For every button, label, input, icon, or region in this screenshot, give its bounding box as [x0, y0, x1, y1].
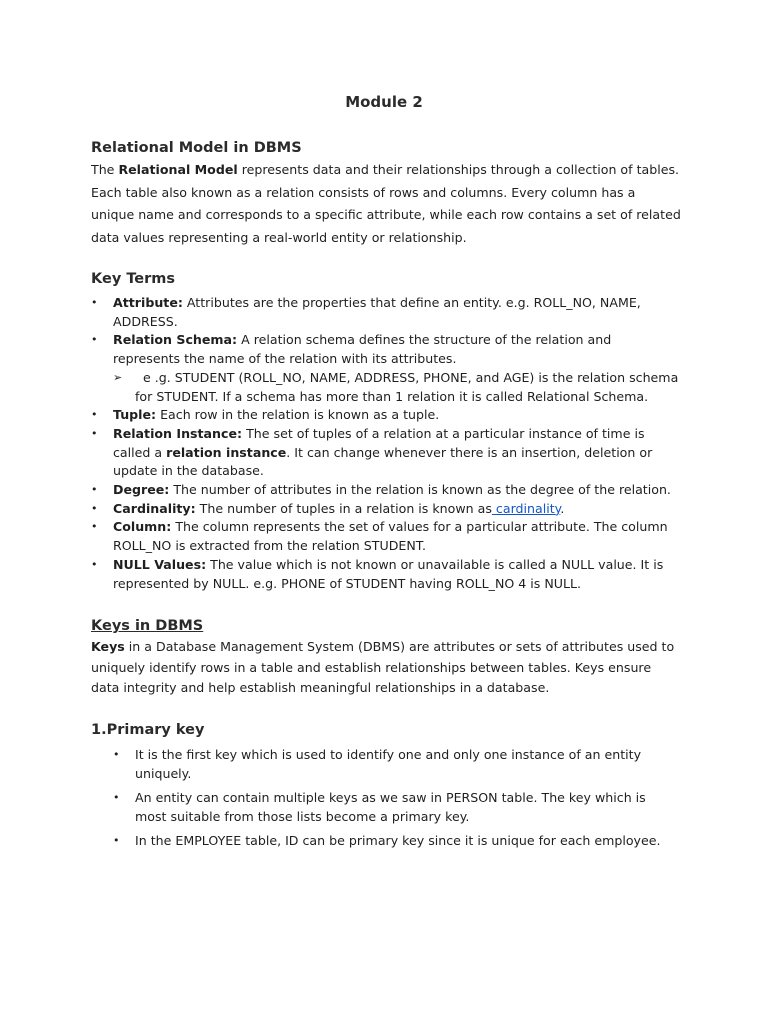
list-item	[91, 425, 681, 481]
bullet-icon: •	[91, 483, 98, 497]
term-description: The number of tuples in a relation is known as	[195, 500, 492, 516]
schema-example-text: e .g. STUDENT (ROLL_NO, NAME, ADDRESS, PHONE, and AGE) is the relation schema for STUDENT. If a schema has more than 1 relation it is called Relational Schema.	[135, 369, 683, 404]
term-label: Attribute:	[113, 295, 183, 310]
primary-key-heading: 1.Primary key	[91, 721, 205, 738]
primary-key-list	[91, 745, 681, 850]
list-item	[113, 745, 681, 783]
keys-intro-text: in a Database Management System (DBMS) are attributes or sets of attributes used to uniquely identify rows in a table and establish relationships between tables. Keys ensure data integrity and help establish meaningful relationships in a database.	[91, 639, 675, 696]
bullet-icon: •	[113, 790, 120, 804]
term-label: Relation Schema:	[113, 332, 238, 348]
term-description: The set of tuples of a relation at a particular instance of time is called a	[113, 425, 645, 460]
list-item	[91, 331, 681, 406]
term-inline-bold: relation instance	[166, 444, 287, 460]
term-description: A relation schema defines the structure of the relation and represents the name of the relation with its attributes.	[113, 332, 612, 367]
arrow-bullet-icon: ➢	[113, 370, 123, 384]
keys-intro	[91, 637, 681, 699]
term-label: Cardinality:	[113, 500, 196, 516]
primary-key-point: In the EMPLOYEE table, ID can be primary key since it is unique for each employee.	[135, 832, 661, 848]
list-item	[113, 831, 681, 850]
term-description: The value which is not known or unavailable is called a NULL value. It is represented by NULL. e.g. PHONE of STUDENT having ROLL_NO 4 is NULL.	[113, 556, 664, 591]
primary-key-section	[91, 719, 681, 850]
key-terms-list	[91, 294, 681, 593]
list-item	[91, 556, 681, 593]
list-item	[91, 500, 681, 519]
schema-sub-list	[113, 369, 681, 406]
primary-key-point: An entity can contain multiple keys as we saw in PERSON table. The key which is most suitable from those lists become a primary key.	[135, 789, 646, 824]
term-description: Each row in the relation is known as a tuple.	[156, 407, 440, 423]
primary-key-point: It is the first key which is used to identify one and only one instance of an entity uniquely.	[135, 746, 642, 781]
relational-model-intro	[91, 159, 681, 249]
intro-text-post: represents data and their relationships through a collection of tables. Each table also known as a relation consists of rows and columns. Every column has a unique name and corresponds to a specific attribute, while each row contains a set of related data values representing a real-world entity or relationship.	[91, 162, 681, 245]
term-description-cont: .	[560, 500, 565, 516]
term-label: Degree:	[113, 482, 170, 498]
term-description: Attributes are the properties that define an entity. e.g. ROLL_NO, NAME, ADDRESS.	[113, 295, 641, 329]
intro-bold-term: Relational Model	[118, 162, 238, 177]
bullet-icon: •	[91, 520, 98, 534]
term-label: Relation Instance:	[113, 425, 243, 441]
bullet-icon: •	[113, 833, 120, 847]
bullet-icon: •	[91, 426, 98, 440]
bullet-icon: •	[113, 747, 120, 761]
bullet-icon: •	[91, 501, 98, 515]
key-terms-heading: Key Terms	[91, 271, 176, 287]
bullet-icon: •	[91, 333, 98, 347]
term-label: Column:	[113, 519, 172, 535]
term-label: NULL Values:	[113, 556, 207, 572]
module-title: Module 2	[345, 93, 423, 111]
keys-section	[91, 615, 681, 699]
bullet-icon: •	[91, 408, 98, 422]
term-label: Tuple:	[113, 407, 157, 423]
key-terms-section	[91, 268, 681, 593]
list-item	[113, 788, 681, 826]
bullet-icon: •	[91, 557, 98, 571]
keys-bold-term: Keys	[91, 639, 125, 655]
bullet-icon: •	[91, 296, 98, 309]
sub-list-item	[113, 369, 681, 406]
document-body	[91, 137, 681, 855]
list-item	[91, 481, 681, 500]
term-description: The number of attributes in the relation is known as the degree of the relation.	[169, 482, 671, 498]
list-item	[91, 518, 681, 555]
relational-model-section	[91, 137, 681, 249]
keys-heading: Keys in DBMS	[91, 618, 204, 635]
list-item	[91, 294, 681, 331]
list-item	[91, 406, 681, 425]
relational-model-heading: Relational Model in DBMS	[91, 140, 302, 156]
term-description-cont: . It can change whenever there is an insertion, deletion or update in the database.	[113, 444, 653, 479]
cardinality-link[interactable]: cardinality	[491, 500, 561, 516]
intro-text-pre: The	[91, 162, 119, 177]
term-description: The column represents the set of values for a particular attribute. The column ROLL_NO is extracted from the relation STUDENT.	[113, 519, 668, 554]
